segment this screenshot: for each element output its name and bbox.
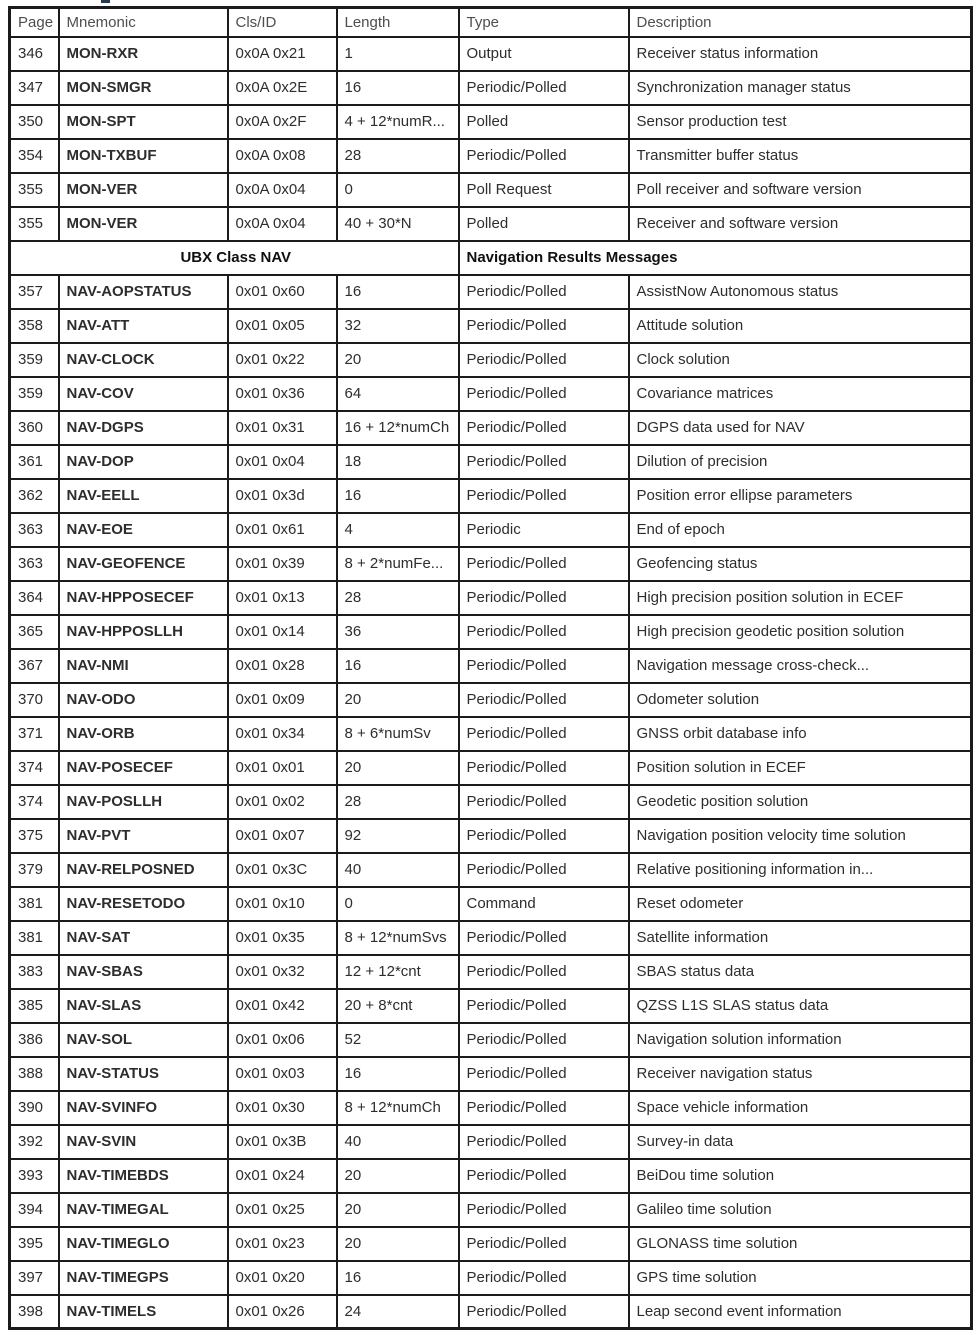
mnemonic-link[interactable]: NAV-POSECEF bbox=[59, 751, 228, 785]
table-row bbox=[10, 717, 972, 751]
cell-length: 20 bbox=[337, 1193, 459, 1227]
mnemonic-link[interactable]: MON-VER bbox=[59, 207, 228, 241]
table-row bbox=[10, 275, 972, 309]
cell-page: 386 bbox=[10, 1023, 59, 1057]
cell-length: 32 bbox=[337, 309, 459, 343]
cell-type: Periodic/Polled bbox=[459, 139, 629, 173]
cell-length: 20 bbox=[337, 1159, 459, 1193]
section-description-label: Navigation Results Messages bbox=[459, 241, 972, 275]
table-row bbox=[10, 377, 972, 411]
cell-length: 16 bbox=[337, 1261, 459, 1295]
cell-description: Geofencing status bbox=[629, 547, 972, 581]
cell-clsid: 0x01 0x13 bbox=[228, 581, 337, 615]
cell-clsid: 0x01 0x39 bbox=[228, 547, 337, 581]
mnemonic-link[interactable]: NAV-SLAS bbox=[59, 989, 228, 1023]
cell-description: Poll receiver and software version bbox=[629, 173, 972, 207]
mnemonic-link[interactable]: MON-SPT bbox=[59, 105, 228, 139]
table-row bbox=[10, 1125, 972, 1159]
cell-type: Periodic/Polled bbox=[459, 411, 629, 445]
cell-length: 1 bbox=[337, 37, 459, 71]
cell-page: 365 bbox=[10, 615, 59, 649]
mnemonic-link[interactable]: NAV-SVIN bbox=[59, 1125, 228, 1159]
cell-clsid: 0x01 0x05 bbox=[228, 309, 337, 343]
table-row bbox=[10, 615, 972, 649]
table-row bbox=[10, 1091, 972, 1125]
cell-page: 363 bbox=[10, 547, 59, 581]
cell-page: 375 bbox=[10, 819, 59, 853]
cell-description: DGPS data used for NAV bbox=[629, 411, 972, 445]
cell-type: Periodic/Polled bbox=[459, 683, 629, 717]
cell-length: 40 bbox=[337, 1125, 459, 1159]
cell-page: 390 bbox=[10, 1091, 59, 1125]
cell-length: 40 + 30*N bbox=[337, 207, 459, 241]
cell-clsid: 0x01 0x32 bbox=[228, 955, 337, 989]
cell-type: Periodic bbox=[459, 513, 629, 547]
mnemonic-link[interactable]: NAV-EELL bbox=[59, 479, 228, 513]
table-row bbox=[10, 105, 972, 139]
cell-description: Receiver navigation status bbox=[629, 1057, 972, 1091]
header-row bbox=[10, 8, 972, 37]
cell-clsid: 0x01 0x20 bbox=[228, 1261, 337, 1295]
table-row bbox=[10, 887, 972, 921]
cell-description: Leap second event information bbox=[629, 1295, 972, 1329]
cell-length: 8 + 12*numSvs bbox=[337, 921, 459, 955]
section-class-label: UBX Class NAV bbox=[10, 241, 459, 275]
cell-page: 398 bbox=[10, 1295, 59, 1329]
cell-description: AssistNow Autonomous status bbox=[629, 275, 972, 309]
mnemonic-link[interactable]: NAV-HPPOSLLH bbox=[59, 615, 228, 649]
cell-length: 0 bbox=[337, 887, 459, 921]
table-header-row bbox=[10, 8, 972, 37]
table-row bbox=[10, 785, 972, 819]
cell-length: 40 bbox=[337, 853, 459, 887]
mnemonic-link[interactable]: MON-RXR bbox=[59, 37, 228, 71]
cell-description: Geodetic position solution bbox=[629, 785, 972, 819]
table-row bbox=[10, 819, 972, 853]
table-row bbox=[10, 955, 972, 989]
cell-type: Periodic/Polled bbox=[459, 309, 629, 343]
cell-type: Periodic/Polled bbox=[459, 955, 629, 989]
mnemonic-link[interactable]: NAV-RELPOSNED bbox=[59, 853, 228, 887]
mnemonic-link[interactable]: NAV-SOL bbox=[59, 1023, 228, 1057]
table-row bbox=[10, 547, 972, 581]
cell-clsid: 0x0A 0x2F bbox=[228, 105, 337, 139]
cell-page: 360 bbox=[10, 411, 59, 445]
cell-type: Periodic/Polled bbox=[459, 547, 629, 581]
table-body bbox=[10, 37, 972, 1329]
table-row bbox=[10, 1295, 972, 1329]
cell-clsid: 0x01 0x42 bbox=[228, 989, 337, 1023]
cell-length: 12 + 12*cnt bbox=[337, 955, 459, 989]
table-row bbox=[10, 207, 972, 241]
section-divider-row bbox=[10, 241, 972, 275]
table-row bbox=[10, 411, 972, 445]
cell-length: 0 bbox=[337, 173, 459, 207]
column-header-description: Description bbox=[629, 8, 972, 37]
cell-type: Periodic/Polled bbox=[459, 717, 629, 751]
cell-type: Command bbox=[459, 887, 629, 921]
mnemonic-link[interactable]: NAV-NMI bbox=[59, 649, 228, 683]
cell-clsid: 0x0A 0x04 bbox=[228, 173, 337, 207]
cell-page: 394 bbox=[10, 1193, 59, 1227]
mnemonic-link[interactable]: NAV-GEOFENCE bbox=[59, 547, 228, 581]
cell-description: Navigation message cross-check... bbox=[629, 649, 972, 683]
cell-type: Periodic/Polled bbox=[459, 1227, 629, 1261]
cell-type: Periodic/Polled bbox=[459, 1091, 629, 1125]
cell-type: Polled bbox=[459, 105, 629, 139]
cell-length: 16 bbox=[337, 1057, 459, 1091]
mnemonic-link[interactable]: NAV-ATT bbox=[59, 309, 228, 343]
mnemonic-link[interactable]: MON-TXBUF bbox=[59, 139, 228, 173]
cell-type: Periodic/Polled bbox=[459, 479, 629, 513]
cell-clsid: 0x01 0x31 bbox=[228, 411, 337, 445]
cell-type: Periodic/Polled bbox=[459, 989, 629, 1023]
cell-clsid: 0x01 0x34 bbox=[228, 717, 337, 751]
cell-length: 8 + 2*numFe... bbox=[337, 547, 459, 581]
cell-clsid: 0x01 0x25 bbox=[228, 1193, 337, 1227]
cell-description: Attitude solution bbox=[629, 309, 972, 343]
cell-type: Periodic/Polled bbox=[459, 1125, 629, 1159]
table-row bbox=[10, 173, 972, 207]
cell-length: 20 bbox=[337, 343, 459, 377]
cell-type: Periodic/Polled bbox=[459, 649, 629, 683]
cell-type: Poll Request bbox=[459, 173, 629, 207]
cell-description: Navigation position velocity time solution bbox=[629, 819, 972, 853]
table-row bbox=[10, 1023, 972, 1057]
cell-length: 24 bbox=[337, 1295, 459, 1329]
cell-page: 346 bbox=[10, 37, 59, 71]
cell-description: Position solution in ECEF bbox=[629, 751, 972, 785]
cell-length: 20 bbox=[337, 1227, 459, 1261]
cell-clsid: 0x01 0x3d bbox=[228, 479, 337, 513]
cell-description: BeiDou time solution bbox=[629, 1159, 972, 1193]
cell-description: Odometer solution bbox=[629, 683, 972, 717]
mnemonic-link[interactable]: NAV-TIMELS bbox=[59, 1295, 228, 1329]
cell-description: QZSS L1S SLAS status data bbox=[629, 989, 972, 1023]
ubx-message-overview-table bbox=[8, 6, 973, 1330]
cell-length: 28 bbox=[337, 139, 459, 173]
cell-type: Periodic/Polled bbox=[459, 1159, 629, 1193]
cell-description: Dilution of precision bbox=[629, 445, 972, 479]
mnemonic-link[interactable]: NAV-CLOCK bbox=[59, 343, 228, 377]
cell-type: Periodic/Polled bbox=[459, 1057, 629, 1091]
cell-type: Periodic/Polled bbox=[459, 377, 629, 411]
cell-clsid: 0x01 0x09 bbox=[228, 683, 337, 717]
mnemonic-link[interactable]: NAV-DOP bbox=[59, 445, 228, 479]
cell-description: High precision position solution in ECEF bbox=[629, 581, 972, 615]
mnemonic-link[interactable]: NAV-PVT bbox=[59, 819, 228, 853]
table-row bbox=[10, 513, 972, 547]
cell-length: 20 bbox=[337, 751, 459, 785]
cell-type: Periodic/Polled bbox=[459, 445, 629, 479]
cell-page: 383 bbox=[10, 955, 59, 989]
cell-page: 361 bbox=[10, 445, 59, 479]
cell-type: Periodic/Polled bbox=[459, 1261, 629, 1295]
table-row bbox=[10, 649, 972, 683]
cell-type: Periodic/Polled bbox=[459, 275, 629, 309]
cell-clsid: 0x01 0x35 bbox=[228, 921, 337, 955]
cell-description: Sensor production test bbox=[629, 105, 972, 139]
column-header-type: Type bbox=[459, 8, 629, 37]
cell-length: 16 bbox=[337, 275, 459, 309]
column-header-length: Length bbox=[337, 8, 459, 37]
table-row bbox=[10, 683, 972, 717]
cell-description: Receiver and software version bbox=[629, 207, 972, 241]
mnemonic-link[interactable]: NAV-TIMEGPS bbox=[59, 1261, 228, 1295]
mnemonic-link[interactable]: NAV-EOE bbox=[59, 513, 228, 547]
cell-length: 4 bbox=[337, 513, 459, 547]
table-row bbox=[10, 581, 972, 615]
cell-type: Periodic/Polled bbox=[459, 853, 629, 887]
mnemonic-link[interactable]: NAV-SAT bbox=[59, 921, 228, 955]
cell-page: 357 bbox=[10, 275, 59, 309]
cell-page: 393 bbox=[10, 1159, 59, 1193]
table-row bbox=[10, 445, 972, 479]
cell-length: 4 + 12*numR... bbox=[337, 105, 459, 139]
table-row bbox=[10, 853, 972, 887]
cell-length: 8 + 12*numCh bbox=[337, 1091, 459, 1125]
cell-page: 363 bbox=[10, 513, 59, 547]
cell-page: 392 bbox=[10, 1125, 59, 1159]
column-header-clsid: Cls/ID bbox=[228, 8, 337, 37]
cell-page: 381 bbox=[10, 921, 59, 955]
cell-clsid: 0x0A 0x21 bbox=[228, 37, 337, 71]
cell-clsid: 0x0A 0x04 bbox=[228, 207, 337, 241]
cell-clsid: 0x01 0x03 bbox=[228, 1057, 337, 1091]
cell-description: SBAS status data bbox=[629, 955, 972, 989]
cell-type: Periodic/Polled bbox=[459, 785, 629, 819]
cell-clsid: 0x01 0x22 bbox=[228, 343, 337, 377]
cell-clsid: 0x01 0x02 bbox=[228, 785, 337, 819]
mnemonic-link[interactable]: MON-SMGR bbox=[59, 71, 228, 105]
cell-description: Navigation solution information bbox=[629, 1023, 972, 1057]
cell-length: 64 bbox=[337, 377, 459, 411]
cell-length: 16 + 12*numCh bbox=[337, 411, 459, 445]
cell-description: Survey-in data bbox=[629, 1125, 972, 1159]
cell-description: GNSS orbit database info bbox=[629, 717, 972, 751]
cell-length: 8 + 6*numSv bbox=[337, 717, 459, 751]
cell-page: 364 bbox=[10, 581, 59, 615]
table-row bbox=[10, 1227, 972, 1261]
cell-clsid: 0x01 0x3B bbox=[228, 1125, 337, 1159]
cell-clsid: 0x01 0x23 bbox=[228, 1227, 337, 1261]
cell-description: Galileo time solution bbox=[629, 1193, 972, 1227]
column-header-page: Page bbox=[10, 8, 59, 37]
cell-description: High precision geodetic position solution bbox=[629, 615, 972, 649]
mnemonic-link[interactable]: NAV-RESETODO bbox=[59, 887, 228, 921]
cell-clsid: 0x01 0x10 bbox=[228, 887, 337, 921]
cell-length: 16 bbox=[337, 649, 459, 683]
cell-description: Clock solution bbox=[629, 343, 972, 377]
cell-page: 374 bbox=[10, 751, 59, 785]
cell-type: Periodic/Polled bbox=[459, 1193, 629, 1227]
cell-length: 28 bbox=[337, 785, 459, 819]
cell-page: 397 bbox=[10, 1261, 59, 1295]
cell-clsid: 0x01 0x36 bbox=[228, 377, 337, 411]
table-row bbox=[10, 139, 972, 173]
mnemonic-link[interactable]: NAV-SVINFO bbox=[59, 1091, 228, 1125]
cell-description: GLONASS time solution bbox=[629, 1227, 972, 1261]
cell-clsid: 0x0A 0x08 bbox=[228, 139, 337, 173]
mnemonic-link[interactable]: NAV-SBAS bbox=[59, 955, 228, 989]
column-header-mnemonic: Mnemonic bbox=[59, 8, 228, 37]
mnemonic-link[interactable]: NAV-AOPSTATUS bbox=[59, 275, 228, 309]
table-row bbox=[10, 921, 972, 955]
cell-clsid: 0x01 0x06 bbox=[228, 1023, 337, 1057]
cell-page: 370 bbox=[10, 683, 59, 717]
cell-page: 371 bbox=[10, 717, 59, 751]
cell-clsid: 0x01 0x28 bbox=[228, 649, 337, 683]
mnemonic-link[interactable]: NAV-POSLLH bbox=[59, 785, 228, 819]
mnemonic-link[interactable]: NAV-TIMEGLO bbox=[59, 1227, 228, 1261]
cropped-text-artifact bbox=[101, 0, 110, 3]
cell-page: 355 bbox=[10, 207, 59, 241]
cell-description: Reset odometer bbox=[629, 887, 972, 921]
table-row bbox=[10, 1261, 972, 1295]
cell-length: 20 + 8*cnt bbox=[337, 989, 459, 1023]
cell-page: 359 bbox=[10, 343, 59, 377]
cell-page: 385 bbox=[10, 989, 59, 1023]
mnemonic-link[interactable]: NAV-TIMEBDS bbox=[59, 1159, 228, 1193]
cell-length: 20 bbox=[337, 683, 459, 717]
cell-type: Periodic/Polled bbox=[459, 343, 629, 377]
cell-length: 52 bbox=[337, 1023, 459, 1057]
table-row bbox=[10, 479, 972, 513]
cell-description: Synchronization manager status bbox=[629, 71, 972, 105]
cell-type: Periodic/Polled bbox=[459, 71, 629, 105]
cell-description: End of epoch bbox=[629, 513, 972, 547]
cell-clsid: 0x01 0x01 bbox=[228, 751, 337, 785]
cell-type: Periodic/Polled bbox=[459, 581, 629, 615]
table-row bbox=[10, 1159, 972, 1193]
cell-description: Satellite information bbox=[629, 921, 972, 955]
cell-clsid: 0x01 0x04 bbox=[228, 445, 337, 479]
cell-clsid: 0x01 0x26 bbox=[228, 1295, 337, 1329]
table-row bbox=[10, 309, 972, 343]
cell-description: Transmitter buffer status bbox=[629, 139, 972, 173]
mnemonic-link[interactable]: NAV-COV bbox=[59, 377, 228, 411]
cell-clsid: 0x01 0x07 bbox=[228, 819, 337, 853]
cell-page: 379 bbox=[10, 853, 59, 887]
cell-clsid: 0x01 0x61 bbox=[228, 513, 337, 547]
cell-type: Output bbox=[459, 37, 629, 71]
cell-length: 28 bbox=[337, 581, 459, 615]
cell-page: 358 bbox=[10, 309, 59, 343]
cell-description: Space vehicle information bbox=[629, 1091, 972, 1125]
cell-type: Periodic/Polled bbox=[459, 921, 629, 955]
table-row bbox=[10, 71, 972, 105]
table-row bbox=[10, 989, 972, 1023]
table-row bbox=[10, 751, 972, 785]
cell-type: Periodic/Polled bbox=[459, 1023, 629, 1057]
cell-page: 354 bbox=[10, 139, 59, 173]
mnemonic-link[interactable]: NAV-ORB bbox=[59, 717, 228, 751]
cell-page: 362 bbox=[10, 479, 59, 513]
table-row bbox=[10, 1057, 972, 1091]
cell-page: 359 bbox=[10, 377, 59, 411]
cell-page: 350 bbox=[10, 105, 59, 139]
cell-description: Receiver status information bbox=[629, 37, 972, 71]
cell-length: 16 bbox=[337, 71, 459, 105]
cell-page: 395 bbox=[10, 1227, 59, 1261]
cell-clsid: 0x01 0x30 bbox=[228, 1091, 337, 1125]
cell-clsid: 0x0A 0x2E bbox=[228, 71, 337, 105]
cell-type: Periodic/Polled bbox=[459, 819, 629, 853]
cell-clsid: 0x01 0x60 bbox=[228, 275, 337, 309]
cell-length: 36 bbox=[337, 615, 459, 649]
mnemonic-link[interactable]: NAV-DGPS bbox=[59, 411, 228, 445]
cell-type: Polled bbox=[459, 207, 629, 241]
cell-clsid: 0x01 0x24 bbox=[228, 1159, 337, 1193]
table-row bbox=[10, 1193, 972, 1227]
table-row bbox=[10, 343, 972, 377]
mnemonic-link[interactable]: NAV-TIMEGAL bbox=[59, 1193, 228, 1227]
cell-type: Periodic/Polled bbox=[459, 751, 629, 785]
mnemonic-link[interactable]: NAV-ODO bbox=[59, 683, 228, 717]
cell-clsid: 0x01 0x3C bbox=[228, 853, 337, 887]
cell-page: 388 bbox=[10, 1057, 59, 1091]
cell-clsid: 0x01 0x14 bbox=[228, 615, 337, 649]
cell-description: GPS time solution bbox=[629, 1261, 972, 1295]
table-row bbox=[10, 37, 972, 71]
cell-page: 374 bbox=[10, 785, 59, 819]
cell-page: 355 bbox=[10, 173, 59, 207]
cell-type: Periodic/Polled bbox=[459, 1295, 629, 1329]
mnemonic-link[interactable]: NAV-STATUS bbox=[59, 1057, 228, 1091]
cell-length: 92 bbox=[337, 819, 459, 853]
cell-description: Relative positioning information in... bbox=[629, 853, 972, 887]
cell-page: 381 bbox=[10, 887, 59, 921]
cell-page: 347 bbox=[10, 71, 59, 105]
cell-description: Position error ellipse parameters bbox=[629, 479, 972, 513]
cell-page: 367 bbox=[10, 649, 59, 683]
cell-description: Covariance matrices bbox=[629, 377, 972, 411]
cell-length: 18 bbox=[337, 445, 459, 479]
cell-type: Periodic/Polled bbox=[459, 615, 629, 649]
mnemonic-link[interactable]: MON-VER bbox=[59, 173, 228, 207]
mnemonic-link[interactable]: NAV-HPPOSECEF bbox=[59, 581, 228, 615]
cell-length: 16 bbox=[337, 479, 459, 513]
